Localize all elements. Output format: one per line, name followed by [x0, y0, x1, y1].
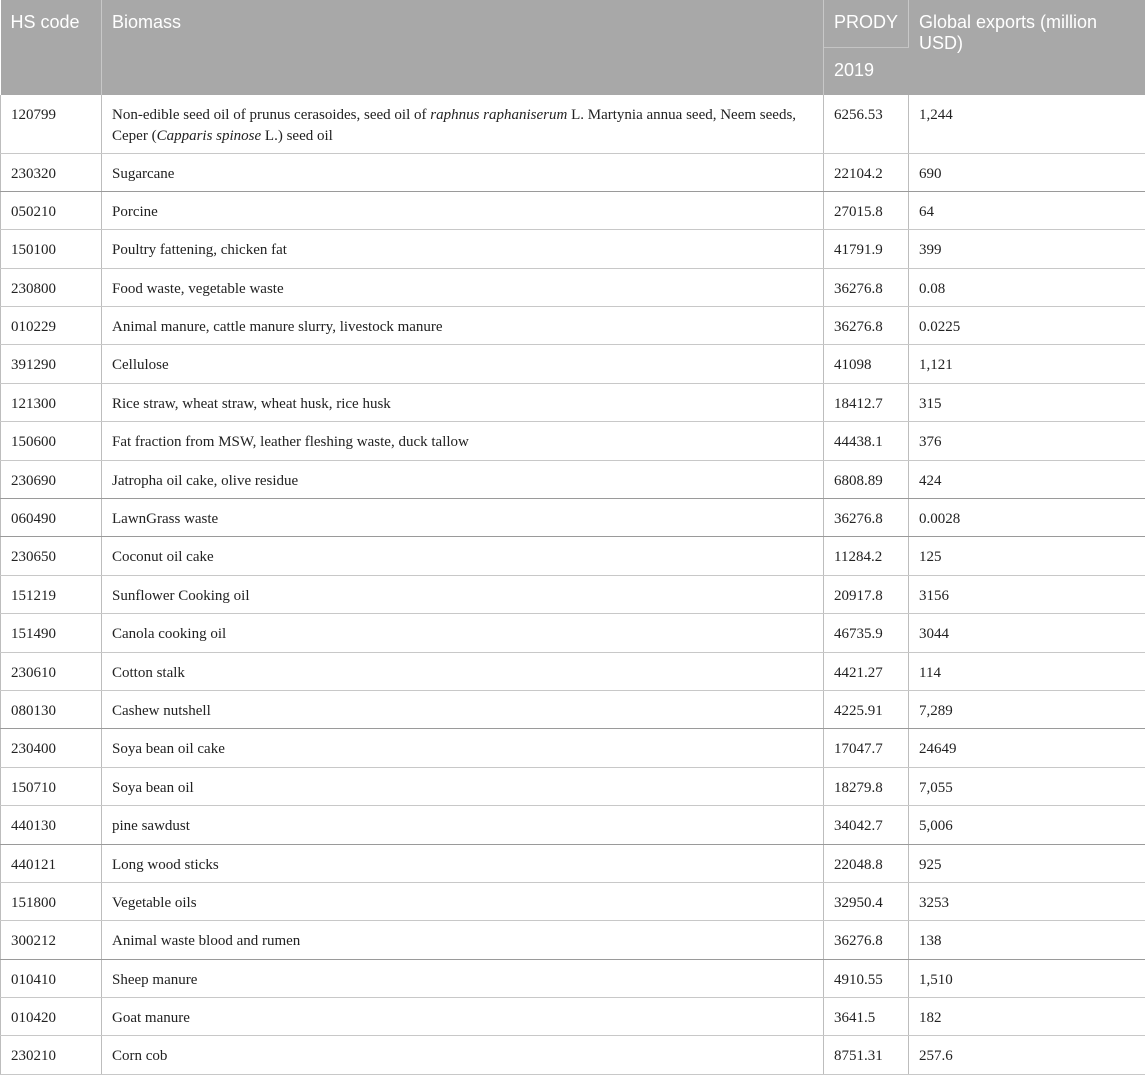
cell-global-exports: 0.0028 — [909, 499, 1145, 537]
table-row — [1, 767, 1145, 805]
header-prody: PRODY — [824, 0, 909, 48]
table-row — [1, 882, 1145, 920]
cell-global-exports: 257.6 — [909, 1036, 1145, 1074]
cell-hs-code: 151800 — [1, 882, 102, 920]
cell-global-exports: 24649 — [909, 729, 1145, 767]
cell-global-exports: 1,244 — [909, 95, 1145, 153]
table-row — [1, 575, 1145, 613]
cell-prody: 4910.55 — [824, 959, 909, 997]
cell-prody: 36276.8 — [824, 499, 909, 537]
cell-hs-code: 300212 — [1, 921, 102, 959]
cell-prody: 46735.9 — [824, 614, 909, 652]
cell-global-exports: 376 — [909, 422, 1145, 460]
cell-hs-code: 050210 — [1, 191, 102, 229]
cell-global-exports: 138 — [909, 921, 1145, 959]
cell-biomass: Food waste, vegetable waste — [102, 268, 824, 306]
header-biomass: Biomass — [102, 0, 824, 95]
table-row — [1, 499, 1145, 537]
cell-prody: 18412.7 — [824, 383, 909, 421]
cell-prody: 36276.8 — [824, 921, 909, 959]
cell-global-exports: 3253 — [909, 882, 1145, 920]
cell-prody: 3641.5 — [824, 998, 909, 1036]
table-body — [1, 95, 1145, 1074]
header-prody-year: 2019 — [824, 48, 909, 96]
table-row — [1, 729, 1145, 767]
cell-prody: 11284.2 — [824, 537, 909, 575]
cell-biomass: Fat fraction from MSW, leather fleshing waste, duck tallow — [102, 422, 824, 460]
cell-prody: 44438.1 — [824, 422, 909, 460]
cell-prody: 22104.2 — [824, 153, 909, 191]
cell-biomass — [102, 95, 824, 153]
cell-prody: 4225.91 — [824, 690, 909, 728]
table-row — [1, 191, 1145, 229]
cell-hs-code: 440130 — [1, 806, 102, 844]
cell-biomass: Cashew nutshell — [102, 690, 824, 728]
table-row — [1, 460, 1145, 498]
cell-biomass: Canola cooking oil — [102, 614, 824, 652]
cell-hs-code: 230610 — [1, 652, 102, 690]
cell-biomass: pine sawdust — [102, 806, 824, 844]
cell-global-exports: 0.08 — [909, 268, 1145, 306]
table-row — [1, 1036, 1145, 1074]
cell-hs-code: 391290 — [1, 345, 102, 383]
cell-hs-code: 060490 — [1, 499, 102, 537]
cell-prody: 41098 — [824, 345, 909, 383]
cell-hs-code: 230320 — [1, 153, 102, 191]
cell-hs-code: 120799 — [1, 95, 102, 153]
cell-prody: 17047.7 — [824, 729, 909, 767]
cell-hs-code: 010420 — [1, 998, 102, 1036]
cell-biomass: Long wood sticks — [102, 844, 824, 882]
table-row — [1, 230, 1145, 268]
cell-biomass: Sheep manure — [102, 959, 824, 997]
table-row — [1, 921, 1145, 959]
cell-biomass: Vegetable oils — [102, 882, 824, 920]
biomass-species-italic: Capparis spinose — [156, 128, 262, 144]
header-global-exports: Global exports (million USD) — [909, 0, 1145, 95]
biomass-species-italic: raphnus raphaniserum — [430, 107, 568, 123]
cell-biomass: Sunflower Cooking oil — [102, 575, 824, 613]
cell-biomass: Sugarcane — [102, 153, 824, 191]
cell-hs-code: 010410 — [1, 959, 102, 997]
table-row — [1, 422, 1145, 460]
cell-prody: 6808.89 — [824, 460, 909, 498]
biomass-text-part: L.) seed oil — [261, 128, 333, 144]
cell-global-exports: 1,121 — [909, 345, 1145, 383]
cell-hs-code: 230400 — [1, 729, 102, 767]
table-row — [1, 690, 1145, 728]
cell-global-exports: 114 — [909, 652, 1145, 690]
table-row — [1, 153, 1145, 191]
cell-prody: 6256.53 — [824, 95, 909, 153]
cell-global-exports: 3044 — [909, 614, 1145, 652]
cell-biomass: Coconut oil cake — [102, 537, 824, 575]
cell-global-exports: 64 — [909, 191, 1145, 229]
cell-global-exports: 5,006 — [909, 806, 1145, 844]
table-row — [1, 383, 1145, 421]
cell-biomass: Rice straw, wheat straw, wheat husk, rice husk — [102, 383, 824, 421]
cell-biomass: Jatropha oil cake, olive residue — [102, 460, 824, 498]
cell-global-exports: 315 — [909, 383, 1145, 421]
cell-biomass: Poultry fattening, chicken fat — [102, 230, 824, 268]
cell-prody: 20917.8 — [824, 575, 909, 613]
cell-hs-code: 151219 — [1, 575, 102, 613]
cell-hs-code: 230210 — [1, 1036, 102, 1074]
cell-biomass: Cellulose — [102, 345, 824, 383]
cell-hs-code: 150100 — [1, 230, 102, 268]
cell-global-exports: 7,055 — [909, 767, 1145, 805]
cell-global-exports: 424 — [909, 460, 1145, 498]
cell-biomass: Corn cob — [102, 1036, 824, 1074]
cell-biomass: Soya bean oil cake — [102, 729, 824, 767]
cell-global-exports: 3156 — [909, 575, 1145, 613]
table-row — [1, 307, 1145, 345]
cell-hs-code: 121300 — [1, 383, 102, 421]
cell-prody: 27015.8 — [824, 191, 909, 229]
cell-global-exports: 7,289 — [909, 690, 1145, 728]
cell-hs-code: 150710 — [1, 767, 102, 805]
cell-prody: 41791.9 — [824, 230, 909, 268]
cell-global-exports: 690 — [909, 153, 1145, 191]
table-row — [1, 537, 1145, 575]
table-row — [1, 806, 1145, 844]
cell-hs-code: 230800 — [1, 268, 102, 306]
header-hs-code: HS code — [1, 0, 102, 95]
cell-hs-code: 010229 — [1, 307, 102, 345]
cell-prody: 34042.7 — [824, 806, 909, 844]
cell-global-exports: 182 — [909, 998, 1145, 1036]
cell-hs-code: 230650 — [1, 537, 102, 575]
cell-biomass: Animal manure, cattle manure slurry, livestock manure — [102, 307, 824, 345]
cell-prody: 36276.8 — [824, 268, 909, 306]
cell-hs-code: 080130 — [1, 690, 102, 728]
table-row — [1, 95, 1145, 153]
table-header — [1, 0, 1145, 95]
cell-biomass: Goat manure — [102, 998, 824, 1036]
cell-biomass: Cotton stalk — [102, 652, 824, 690]
biomass-text-part: Non-edible seed oil of prunus cerasoides, seed oil of — [112, 107, 431, 123]
table-row — [1, 959, 1145, 997]
cell-prody: 4421.27 — [824, 652, 909, 690]
table-row — [1, 998, 1145, 1036]
cell-biomass: Animal waste blood and rumen — [102, 921, 824, 959]
cell-global-exports: 0.0225 — [909, 307, 1145, 345]
table-row — [1, 345, 1145, 383]
cell-hs-code: 151490 — [1, 614, 102, 652]
cell-global-exports: 1,510 — [909, 959, 1145, 997]
table-row — [1, 268, 1145, 306]
cell-prody: 18279.8 — [824, 767, 909, 805]
cell-hs-code: 440121 — [1, 844, 102, 882]
cell-prody: 8751.31 — [824, 1036, 909, 1074]
table-row — [1, 614, 1145, 652]
cell-biomass: Porcine — [102, 191, 824, 229]
cell-biomass: LawnGrass waste — [102, 499, 824, 537]
cell-prody: 32950.4 — [824, 882, 909, 920]
cell-hs-code: 150600 — [1, 422, 102, 460]
cell-global-exports: 125 — [909, 537, 1145, 575]
cell-prody: 22048.8 — [824, 844, 909, 882]
cell-prody: 36276.8 — [824, 307, 909, 345]
cell-global-exports: 925 — [909, 844, 1145, 882]
table-row — [1, 844, 1145, 882]
biomass-text-part: L. Martynia annua seed, Neem seeds, Ceper ( — [112, 107, 797, 144]
cell-global-exports: 399 — [909, 230, 1145, 268]
cell-hs-code: 230690 — [1, 460, 102, 498]
cell-biomass: Soya bean oil — [102, 767, 824, 805]
table-row — [1, 652, 1145, 690]
